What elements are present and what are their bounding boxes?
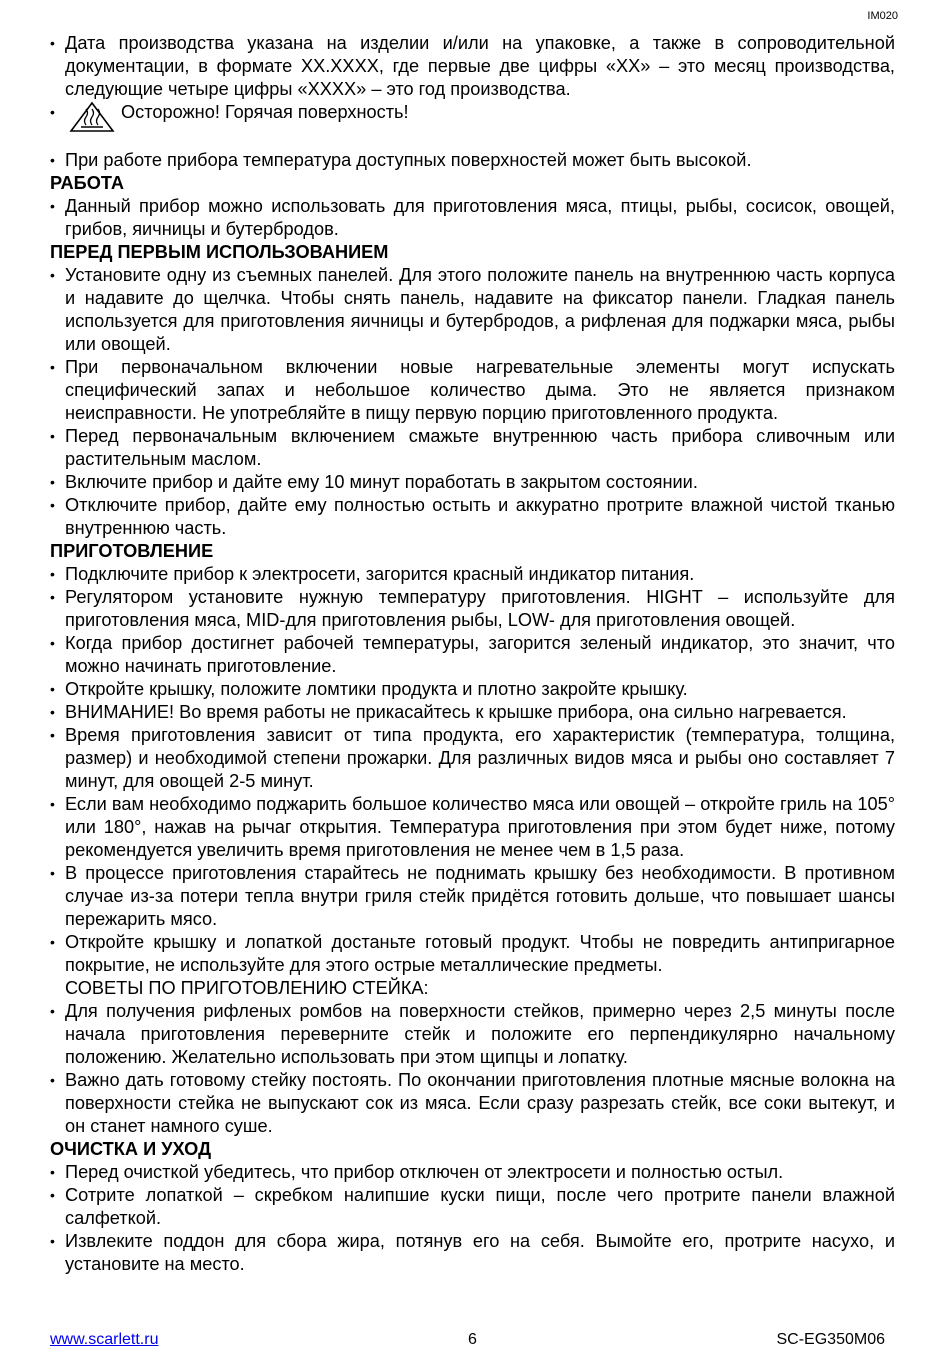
list-item: • Откройте крышку, положите ломтики продукта и плотно закройте крышку. — [50, 678, 895, 701]
model-number: SC-EG350M06 — [776, 1331, 885, 1348]
section-title-cooking: ПРИГОТОВЛЕНИЕ — [50, 541, 214, 561]
list-item: • Перед очисткой убедитесь, что прибор отключен от электросети и полностью остыл. — [50, 1161, 895, 1184]
list-item: • Включите прибор и дайте ему 10 минут поработать в закрытом состоянии. — [50, 471, 895, 494]
document-code: IM020 — [867, 10, 898, 22]
list-item-hot-surfaces: • При работе прибора температура доступных поверхностей может быть высокой. — [50, 149, 895, 172]
hot-warning-text: Осторожно! Горячая поверхность! — [121, 102, 409, 122]
page-number: 6 — [468, 1331, 477, 1348]
list-item-hot-warning — [50, 101, 895, 149]
subsection-title-steak-tips: СОВЕТЫ ПО ПРИГОТОВЛЕНИЮ СТЕЙКА: — [65, 978, 429, 998]
list-item: • Для получения рифленых ромбов на поверхности стейков, примерно через 2,5 минуты после начала приготовления переверните стейк и положите его перпендикулярно начальному положению. Желательно использовать при этом щипцы и лопатку. — [50, 1000, 895, 1069]
website-link[interactable]: www.scarlett.ru — [50, 1331, 159, 1348]
list-item: • Регулятором установите нужную температуру приготовления. HIGHT – используйте для приготовления мяса, MID-для приготовления рыбы, LOW- для приготовления овощей. — [50, 586, 895, 632]
list-item: • ВНИМАНИЕ! Во время работы не прикасайтесь к крышке прибора, она сильно нагревается. — [50, 701, 895, 724]
list-item: • Данный прибор можно использовать для приготовления мяса, птицы, рыбы, сосисок, овощей, грибов, яичницы и бутербродов. — [50, 195, 895, 241]
list-item: • Установите одну из съемных панелей. Для этого положите панель на внутреннюю часть корпуса и надавите до щелчка. Чтобы снять панель, надавите на фиксатор панели. Гладкая панель используется для приготовления яичницы и бутербродов, а рифленая для поджарки мяса, рыбы или овощей. — [50, 264, 895, 356]
list-item: • Важно дать готовому стейку постоять. По окончании приготовления плотные мясные волокна на поверхности стейка не выпускают сок из мяса. Если сразу разрезать стейк, все соки вытекут, и он станет намного суше. — [50, 1069, 895, 1138]
section-title-operation: РАБОТА — [50, 173, 124, 193]
list-item: • Извлеките поддон для сбора жира, потянув его на себя. Вымойте его, протрите насухо, и установите на место. — [50, 1230, 895, 1276]
list-item: • В процессе приготовления старайтесь не поднимать крышку без необходимости. В противном случае из-за потери тепла внутри гриля стейк придётся готовить дольше, что повышает шансы пережарить мясо. — [50, 862, 895, 931]
list-item: • Отключите прибор, дайте ему полностью остыть и аккуратно протрите влажной чистой тканью внутреннюю часть. — [50, 494, 895, 540]
list-item: • Если вам необходимо поджарить большое количество мяса или овощей – откройте гриль на 105° или 180°, нажав на рычаг открытия. Температура приготовления при этом будет ниже, потому рекомендуется увеличить время приготовления не менее чем в 1,5 раза. — [50, 793, 895, 862]
section-title-before-first-use: ПЕРЕД ПЕРВЫМ ИСПОЛЬЗОВАНИЕМ — [50, 242, 389, 262]
section-title-cleaning: ОЧИСТКА И УХОД — [50, 1139, 212, 1159]
list-item: • Когда прибор достигнет рабочей температуры, загорится зеленый индикатор, это значит, что можно начинать приготовление. — [50, 632, 895, 678]
list-item: • Время приготовления зависит от типа продукта, его характеристик (температура, толщина, размер) и необходимой степени прожарки. Для различных видов мяса и рыбы оно составляет 7 минут, для овощей 2-5 минут. — [50, 724, 895, 793]
list-item: • Откройте крышку и лопаткой достаньте готовый продукт. Чтобы не повредить антипригарное покрытие, не используйте для этого острые металлические предметы. — [50, 931, 895, 977]
list-item-date-note: • Дата производства указана на изделии и/или на упаковке, а также в сопроводительной документации, в формате XX.XXXX, где первые две цифры «XX» – это месяц производства, следующие четыре цифры «XXXX» – это год производства. — [50, 32, 895, 101]
list-item: • Перед первоначальным включением смажьте внутреннюю часть прибора сливочным или растительным маслом. — [50, 425, 895, 471]
list-item: • Подключите прибор к электросети, загорится красный индикатор питания. — [50, 563, 895, 586]
page-content — [50, 32, 895, 1276]
hot-surface-warning-icon — [69, 101, 115, 133]
list-item: • При первоначальном включении новые нагревательные элементы могут испускать специфический запах и небольшое количество дыма. Это не является признаком неисправности. Не употребляйте в пищу первую порцию приготовленного продукта. — [50, 356, 895, 425]
list-item: • Сотрите лопаткой – скребком налипшие куски пищи, после чего протрите панели влажной салфеткой. — [50, 1184, 895, 1230]
